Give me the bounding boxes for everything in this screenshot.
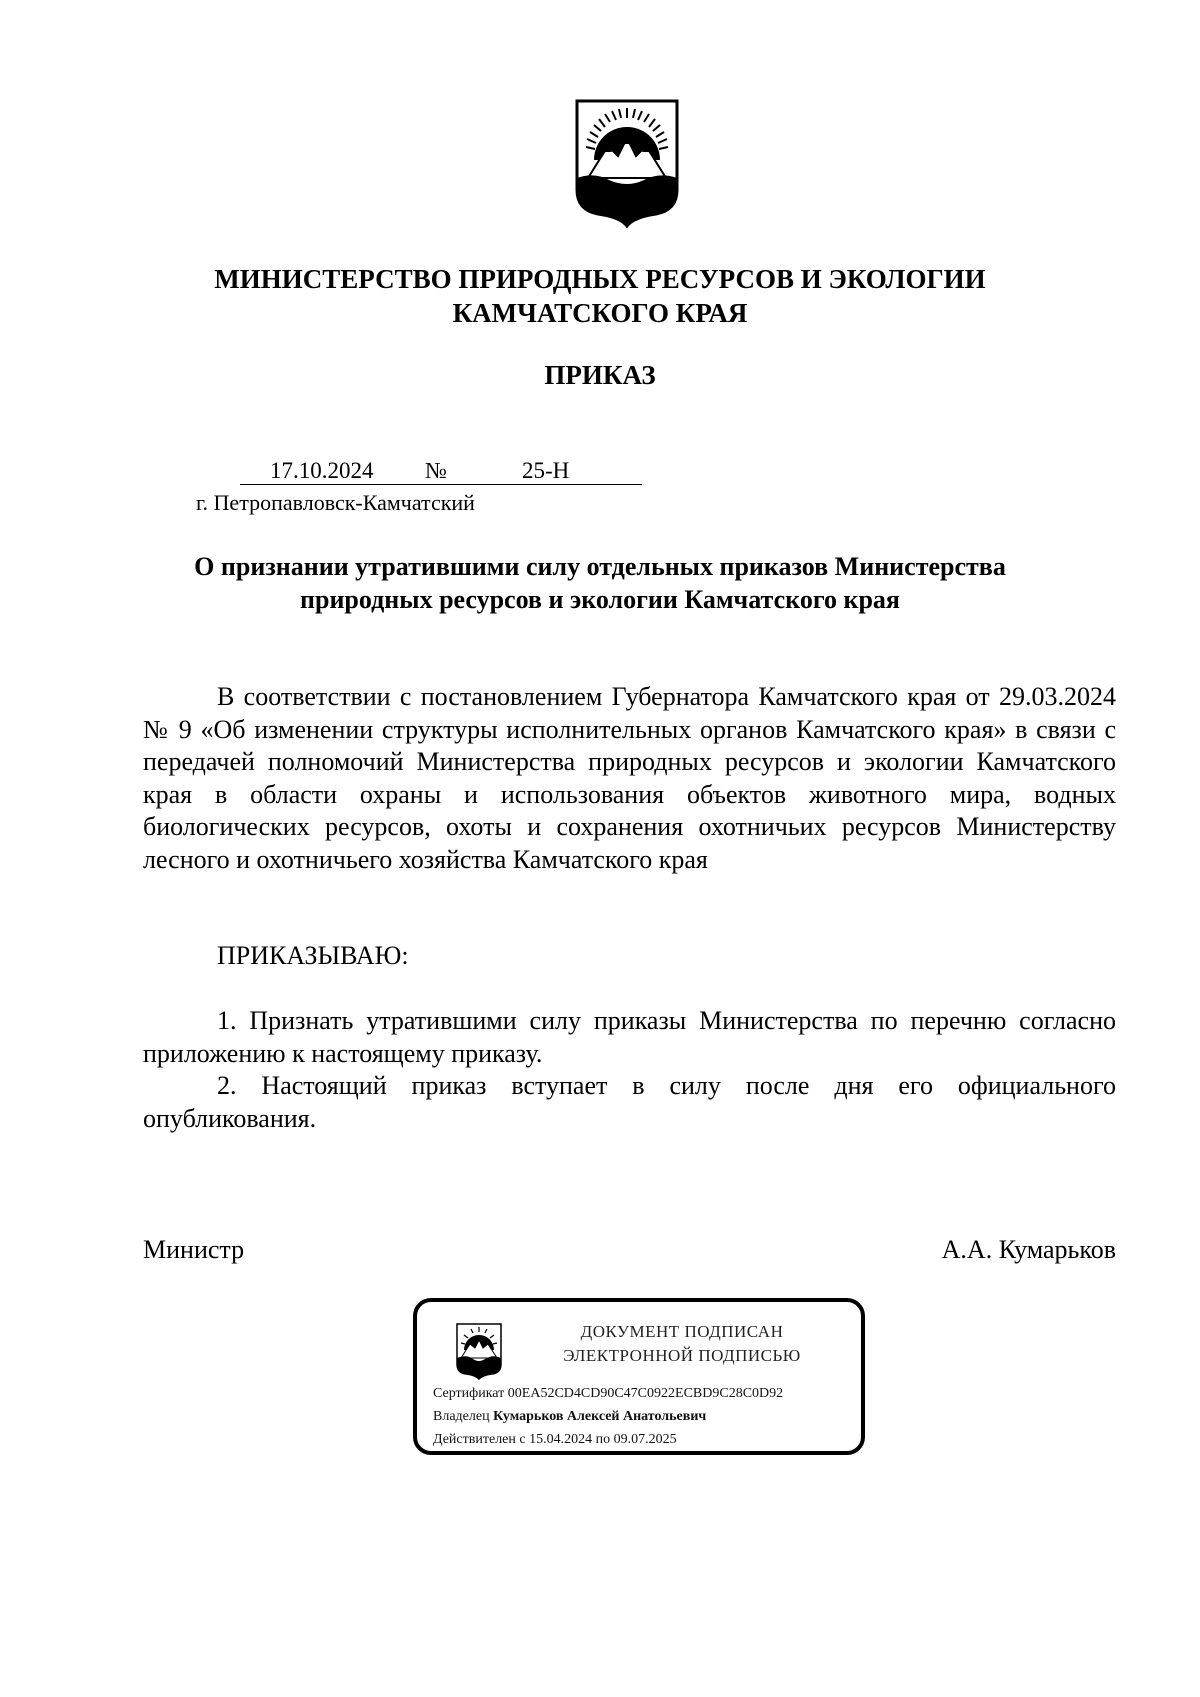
valid-to: 09.07.2025 [613, 1432, 677, 1447]
title-line1: О признании утратившими силу отдельных приказов Министерства [194, 552, 1006, 581]
valid-to-label: по [595, 1432, 611, 1447]
order-word: ПРИКАЗЫВАЮ: [217, 941, 409, 970]
title-line2: природных ресурсов и экологии Камчатского края [300, 585, 900, 614]
document-type: ПРИКАЗ [544, 360, 656, 390]
city: г. Петропавловск-Камчатский [196, 490, 475, 515]
coat-of-arms-icon [574, 98, 680, 228]
stamp-certificate [433, 1386, 783, 1402]
document-number: 25-Н [522, 458, 570, 483]
document-date: 17.10.2024 [270, 458, 374, 483]
stamp-validity [433, 1432, 677, 1448]
certificate-label: Сертификат [433, 1386, 505, 1401]
ministry-name-line2: КАМЧАТСКОГО КРАЯ [452, 298, 748, 328]
stamp-coat-of-arms-icon [455, 1322, 503, 1380]
stamp-heading-line1: ДОКУМЕНТ ПОДПИСАН [580, 1322, 784, 1341]
certificate-value: 00EA52CD4CD90C47C0922ECBD9C28C0D92 [507, 1386, 784, 1401]
ministry-name-line1: МИНИСТЕРСТВО ПРИРОДНЫХ РЕСУРСОВ И ЭКОЛОГИИ [214, 264, 986, 294]
owner-value: Кумарьков Алексей Анатольевич [493, 1409, 707, 1424]
stamp-owner [433, 1409, 706, 1425]
valid-label: Действителен с [433, 1432, 526, 1447]
valid-from: 15.04.2024 [529, 1432, 593, 1447]
document-title [100, 550, 1100, 616]
date-number-line [240, 458, 642, 485]
stamp-heading-line2: ЭЛЕКТРОННОЙ ПОДПИСЬЮ [563, 1346, 801, 1365]
signer-name: А.А. Кумарьков [941, 1235, 1116, 1264]
order-item-1: 1. Признать утратившими силу приказы Министерства по перечню согласно приложению к настоящему приказу. [143, 1006, 1116, 1068]
stamp-heading [517, 1320, 847, 1368]
preamble-paragraph: В соответствии с постановлением Губернатора Камчатского края от 29.03.2024 № 9 «Об изменении структуры исполнительных органов Камчатского края» в связи с передачей полномочий Министерства природных ресурсов и экологии Камчатского края в области охраны и использования объектов животного мира, водных биологических ресурсов, охоты и сохранения охотничьих ресурсов Министерству лесного и охотничьего хозяйства Камчатского края [143, 682, 1116, 874]
signer-position: Министр [143, 1235, 245, 1264]
owner-label: Владелец [433, 1409, 490, 1424]
e-signature-stamp [413, 1298, 865, 1455]
number-sign: № [425, 458, 447, 483]
order-item-2: 2. Настоящий приказ вступает в силу после дня его официального опубликования. [143, 1071, 1116, 1133]
